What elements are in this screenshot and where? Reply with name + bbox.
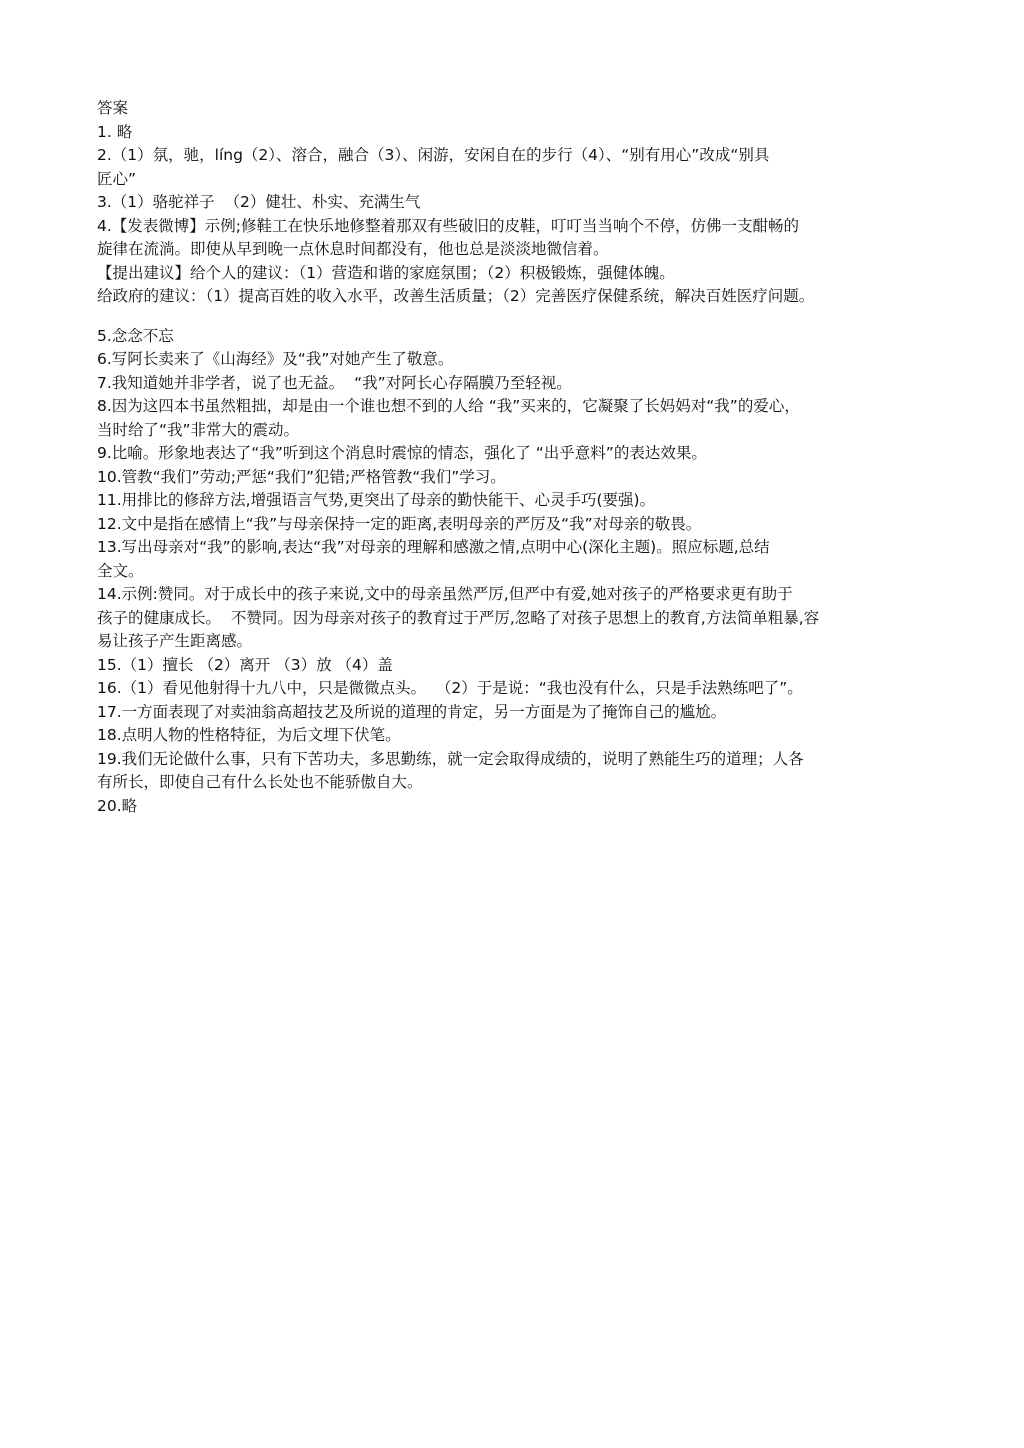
answer-line: 4.【发表微博】示例;修鞋工在快乐地修整着那双有些破旧的皮鞋，叮叮当当响个不停，仿佛一支酣畅的 <box>97 216 800 235</box>
answer-line: 15.（1）擅长 （2）离开 （3）放 （4）盖 <box>97 655 393 674</box>
answer-line: 旋律在流淌。即使从早到晚一点休息时间都没有，他也总是淡淡地微信着。 <box>97 240 609 258</box>
answer-line: 13.写出母亲对“我”的影响,表达“我”对母亲的理解和感激之情,点明中心(深化主题)。照应标题,总结 <box>97 538 770 556</box>
answer-text-block <box>97 97 967 818</box>
answer-line: 18.点明人物的性格特征，为后文埋下伏笔。 <box>97 726 401 744</box>
answer-line: 当时给了“我”非常大的震动。 <box>97 420 300 439</box>
answer-line: 16.（1）看见他射得十九八中，只是微微点头。 （2）于是说：“我也没有什么，只是手法熟练吧了”。 <box>97 679 803 697</box>
answer-line: 【提出建议】给个人的建议：（1）营造和谐的家庭氛围；（2）积极锻炼，强健体魄。 <box>97 263 675 282</box>
answer-line: 12.文中是指在感情上“我”与母亲保持一定的距离,表明母亲的严厉及“我”对母亲的敬畏。 <box>97 514 702 533</box>
answer-line: 9.比喻。形象地表达了“我”听到这个消息时震惊的情态，强化了 “出乎意料”的表达效果。 <box>97 444 707 462</box>
answer-line: 孩子的健康成长。 不赞同。因为母亲对孩子的教育过于严厉,忽略了对孩子思想上的教育,方法简单粗暴,容 <box>97 608 820 627</box>
answer-line: 11.用排比的修辞方法,增强语言气势,更突出了母亲的勤快能干、心灵手巧(要强)。 <box>97 491 656 509</box>
answer-lines-part-1 <box>97 121 967 309</box>
answer-lines-part-2 <box>97 325 967 819</box>
answer-line: 全文。 <box>97 561 144 580</box>
answer-line: 6.写阿长卖来了《山海经》及“我”对她产生了敬意。 <box>97 350 454 368</box>
answer-line: 匠心” <box>97 169 137 188</box>
answer-line: 8.因为这四本书虽然粗拙，却是由一个谁也想不到的人给 “我”买来的，它凝聚了长妈妈对“我”的爱心， <box>97 397 800 415</box>
answer-line: 10.管教“我们”劳动;严惩“我们”犯错;严格管教“我们”学习。 <box>97 467 506 486</box>
answer-line: 易让孩子产生距离感。 <box>97 632 253 650</box>
paragraph-gap <box>97 309 967 325</box>
answer-line: 2.（1）氛，驰，líng（2）、溶合，融合（3）、闲游，安闲自在的步行（4）、“别有用心”改成“别具 <box>97 146 770 164</box>
answer-line: 有所长，即使自己有什么长处也不能骄傲自大。 <box>97 773 423 791</box>
answer-line: 19.我们无论做什么事，只有下苦功夫，多思勤练，就一定会取得成绩的，说明了熟能生巧的道理；人各 <box>97 749 804 768</box>
answer-line: 给政府的建议：（1）提高百姓的收入水平，改善生活质量；（2）完善医疗保健系统，解决百姓医疗问题。 <box>97 287 815 305</box>
answer-line: 1. 略 <box>97 122 133 141</box>
answer-line: 7.我知道她并非学者，说了也无益。 “我”对阿长心存隔膜乃至轻视。 <box>97 373 572 392</box>
answer-line: 20.略 <box>97 796 138 815</box>
document-title: 答案 <box>97 99 129 117</box>
answer-line: 5.念念不忘 <box>97 326 174 345</box>
answer-line: 17.一方面表现了对卖油翁高超技艺及所说的道理的肯定，另一方面是为了掩饰自己的尴尬。 <box>97 702 727 721</box>
answer-line: 3.（1）骆驼祥子 （2）健壮、朴实、充满生气 <box>97 193 421 211</box>
answer-line: 14.示例:赞同。对于成长中的孩子来说,文中的母亲虽然严厉,但严中有爱,她对孩子的严格要求更有助于 <box>97 585 793 603</box>
